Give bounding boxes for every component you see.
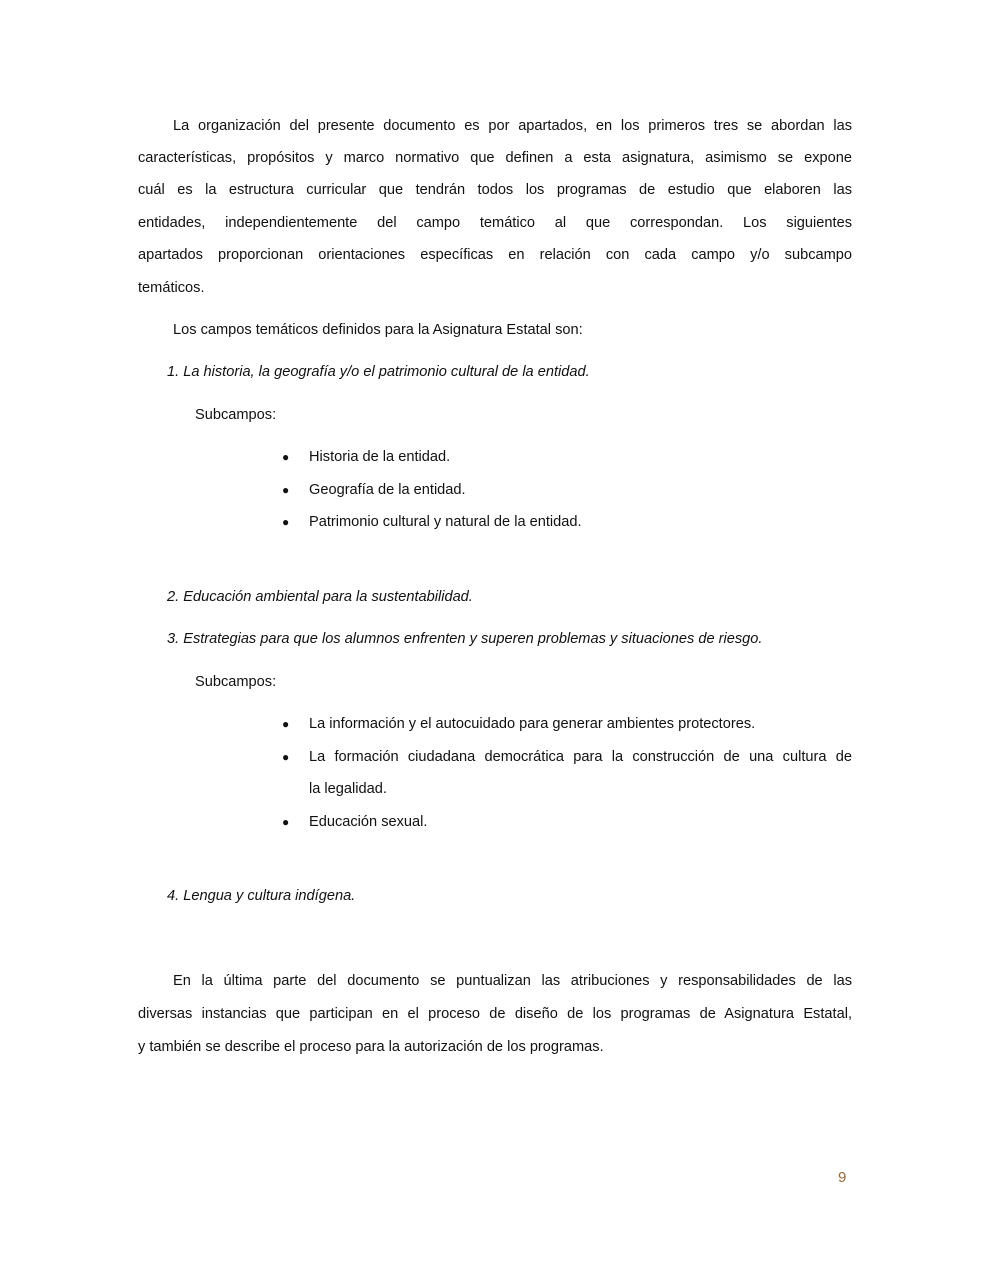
list-item: Historia de la entidad. bbox=[309, 449, 451, 465]
paragraph-line: En la última parte del documento se puntualizan las atribuciones y responsabilidades de las bbox=[173, 973, 852, 989]
list-item-continuation: la legalidad. bbox=[309, 781, 387, 797]
bullet-icon: ● bbox=[282, 450, 290, 464]
paragraph-line: apartados proporcionan orientaciones específicas en relación con cada campo y/o subcampo bbox=[138, 247, 852, 263]
paragraph-line: características, propósitos y marco normativo que definen a esta asignatura, asimismo se expone bbox=[138, 150, 852, 166]
field-heading-3: 3. Estrategias para que los alumnos enfrenten y superen problemas y situaciones de riesgo. bbox=[167, 631, 763, 647]
list-item: Patrimonio cultural y natural de la entidad. bbox=[309, 514, 582, 530]
list-item: Geografía de la entidad. bbox=[309, 482, 466, 498]
bullet-icon: ● bbox=[282, 515, 290, 529]
field-heading-1: 1. La historia, la geografía y/o el patrimonio cultural de la entidad. bbox=[167, 364, 590, 380]
bullet-icon: ● bbox=[282, 750, 290, 764]
fields-intro: Los campos temáticos definidos para la Asignatura Estatal son: bbox=[173, 322, 583, 338]
paragraph-line: entidades, independientemente del campo temático al que correspondan. Los siguientes bbox=[138, 215, 852, 231]
paragraph-line: temáticos. bbox=[138, 280, 205, 296]
bullet-icon: ● bbox=[282, 483, 290, 497]
paragraph-line: cuál es la estructura curricular que tendrán todos los programas de estudio que elaboren las bbox=[138, 182, 852, 198]
page-number: 9 bbox=[838, 1169, 847, 1186]
bullet-icon: ● bbox=[282, 815, 290, 829]
paragraph-line: La organización del presente documento es por apartados, en los primeros tres se abordan las bbox=[173, 118, 852, 134]
subfields-label: Subcampos: bbox=[195, 674, 277, 690]
field-heading-2: 2. Educación ambiental para la sustentabilidad. bbox=[167, 589, 473, 605]
list-item: La formación ciudadana democrática para la construcción de una cultura de bbox=[309, 749, 852, 765]
field-heading-4: 4. Lengua y cultura indígena. bbox=[167, 888, 356, 904]
subfields-label: Subcampos: bbox=[195, 407, 277, 423]
list-item: Educación sexual. bbox=[309, 814, 428, 830]
list-item: La información y el autocuidado para generar ambientes protectores. bbox=[309, 716, 756, 732]
paragraph-line: y también se describe el proceso para la autorización de los programas. bbox=[138, 1039, 604, 1055]
bullet-icon: ● bbox=[282, 717, 290, 731]
paragraph-line: diversas instancias que participan en el proceso de diseño de los programas de Asignatura Estatal, bbox=[138, 1006, 852, 1022]
